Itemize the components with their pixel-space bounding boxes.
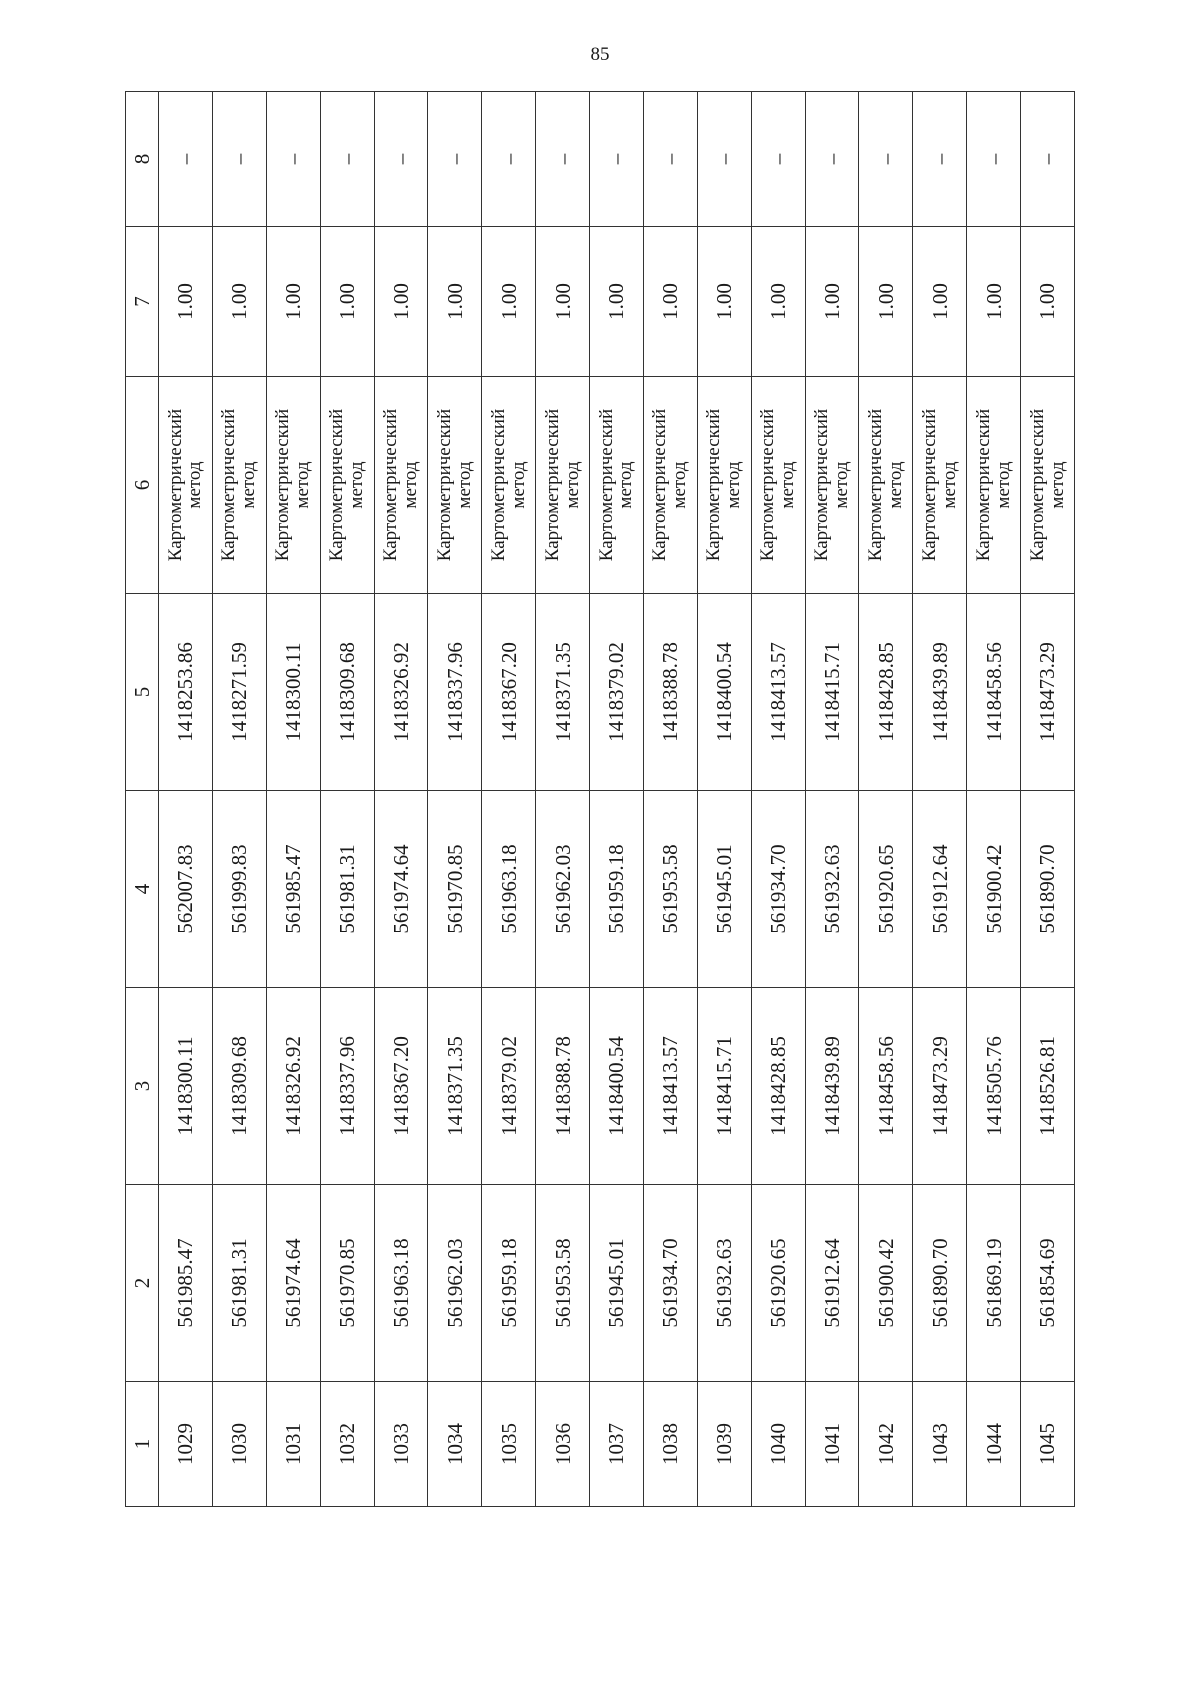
method-line-2: метод: [238, 461, 260, 509]
method-line-2: метод: [723, 461, 745, 509]
page-number: 85: [590, 44, 610, 65]
table-cell-col-6: [967, 377, 1021, 594]
method-line-2: метод: [777, 461, 799, 509]
column-header-5: 5: [126, 594, 159, 791]
table-cell-col-1: 1037: [590, 1382, 644, 1507]
method-line-1: Картометрический: [864, 408, 886, 562]
table-cell-col-7: 1.00: [805, 227, 859, 377]
table-cell-col-5: 1418439.89: [913, 594, 967, 791]
method-line-1: Картометрический: [326, 408, 348, 562]
table-cell-col-3: 1418439.89: [805, 988, 859, 1185]
table-cell-col-5: 1418253.86: [159, 594, 213, 791]
table-cell-col-8: –: [859, 92, 913, 227]
table-cell-col-2: 561970.85: [320, 1185, 374, 1382]
table-cell-col-8: –: [1021, 92, 1075, 227]
table-row: [266, 92, 320, 1507]
table-cell-col-8: –: [643, 92, 697, 227]
method-line-1: Картометрический: [433, 408, 455, 562]
table-cell-col-7: 1.00: [913, 227, 967, 377]
method-line-1: Картометрический: [757, 408, 779, 562]
table-cell-col-3: 1418379.02: [482, 988, 536, 1185]
table-cell-col-7: 1.00: [320, 227, 374, 377]
table-cell-col-8: –: [590, 92, 644, 227]
table-cell-col-5: 1418458.56: [967, 594, 1021, 791]
method-line-1: Картометрический: [218, 408, 240, 562]
method-line-2: метод: [507, 461, 529, 509]
table-cell-col-5: 1418337.96: [428, 594, 482, 791]
table-cell-col-2: 561912.64: [805, 1185, 859, 1382]
table-cell-col-3: 1418505.76: [967, 988, 1021, 1185]
table-cell-col-1: 1044: [967, 1382, 1021, 1507]
table-cell-col-3: 1418415.71: [697, 988, 751, 1185]
table-cell-col-2: 561900.42: [859, 1185, 913, 1382]
table-cell-col-1: 1032: [320, 1382, 374, 1507]
column-header-2: 2: [126, 1185, 159, 1382]
table-cell-col-2: 561963.18: [374, 1185, 428, 1382]
table-cell-col-5: 1418309.68: [320, 594, 374, 791]
table-row: [751, 92, 805, 1507]
table-cell-col-5: 1418413.57: [751, 594, 805, 791]
table-cell-col-8: –: [428, 92, 482, 227]
table-cell-col-1: 1043: [913, 1382, 967, 1507]
table-cell-col-6: [159, 377, 213, 594]
table-cell-col-4: 561985.47: [266, 791, 320, 988]
table-cell-col-2: 561920.65: [751, 1185, 805, 1382]
column-header-1: 1: [126, 1382, 159, 1507]
table-cell-col-2: 561962.03: [428, 1185, 482, 1382]
table-row: [374, 92, 428, 1507]
table-cell-col-4: 561932.63: [805, 791, 859, 988]
table-cell-col-6: [859, 377, 913, 594]
table-cell-col-6: [482, 377, 536, 594]
table-row: [805, 92, 859, 1507]
method-line-1: Картометрический: [703, 408, 725, 562]
table-cell-col-2: 561953.58: [536, 1185, 590, 1382]
table-cell-col-7: 1.00: [1021, 227, 1075, 377]
table-cell-col-8: –: [697, 92, 751, 227]
table-cell-col-3: 1418413.57: [643, 988, 697, 1185]
table-cell-col-4: 561920.65: [859, 791, 913, 988]
table-cell-col-6: [428, 377, 482, 594]
method-line-1: Картометрический: [649, 408, 671, 562]
table-cell-col-3: 1418337.96: [320, 988, 374, 1185]
method-line-2: метод: [830, 461, 852, 509]
table-cell-col-5: 1418367.20: [482, 594, 536, 791]
method-line-2: метод: [938, 461, 960, 509]
method-line-2: метод: [669, 461, 691, 509]
method-line-2: метод: [615, 461, 637, 509]
table-row: [212, 92, 266, 1507]
table-row: [913, 92, 967, 1507]
method-line-1: Картометрический: [595, 408, 617, 562]
rotated-table-container: [125, 92, 1075, 1507]
method-line-1: Картометрический: [972, 408, 994, 562]
column-header-8: 8: [126, 92, 159, 227]
table-cell-col-7: 1.00: [428, 227, 482, 377]
table-cell-col-2: 561985.47: [159, 1185, 213, 1382]
table-cell-col-4: 561974.64: [374, 791, 428, 988]
table-row: [1021, 92, 1075, 1507]
table-row: [697, 92, 751, 1507]
table-cell-col-1: 1029: [159, 1382, 213, 1507]
table-cell-col-6: [1021, 377, 1075, 594]
table-cell-col-4: 561890.70: [1021, 791, 1075, 988]
table-row: [482, 92, 536, 1507]
table-cell-col-1: 1041: [805, 1382, 859, 1507]
table-cell-col-3: 1418428.85: [751, 988, 805, 1185]
table-cell-col-8: –: [212, 92, 266, 227]
method-line-2: метод: [453, 461, 475, 509]
method-line-2: метод: [346, 461, 368, 509]
table-cell-col-3: 1418309.68: [212, 988, 266, 1185]
table-cell-col-5: 1418371.35: [536, 594, 590, 791]
table-cell-col-4: 561963.18: [482, 791, 536, 988]
table-cell-col-4: 561981.31: [320, 791, 374, 988]
table-cell-col-7: 1.00: [159, 227, 213, 377]
table-cell-col-7: 1.00: [643, 227, 697, 377]
table-cell-col-5: 1418388.78: [643, 594, 697, 791]
method-line-2: метод: [884, 461, 906, 509]
table-cell-col-1: 1034: [428, 1382, 482, 1507]
table-cell-col-5: 1418428.85: [859, 594, 913, 791]
table-cell-col-8: –: [913, 92, 967, 227]
table-cell-col-3: 1418526.81: [1021, 988, 1075, 1185]
table-cell-col-5: 1418271.59: [212, 594, 266, 791]
table-cell-col-1: 1031: [266, 1382, 320, 1507]
table-cell-col-6: [697, 377, 751, 594]
table-row: [159, 92, 213, 1507]
table-cell-col-6: [590, 377, 644, 594]
table-cell-col-2: 561981.31: [212, 1185, 266, 1382]
table-cell-col-6: [536, 377, 590, 594]
table-cell-col-4: 561970.85: [428, 791, 482, 988]
table-cell-col-7: 1.00: [859, 227, 913, 377]
method-line-1: Картометрический: [811, 408, 832, 562]
table-row: [428, 92, 482, 1507]
table-cell-col-1: 1045: [1021, 1382, 1075, 1507]
table-cell-col-2: 561934.70: [643, 1185, 697, 1382]
column-header-3: 3: [126, 988, 159, 1185]
table-cell-col-3: 1418326.92: [266, 988, 320, 1185]
table-cell-col-4: 561999.83: [212, 791, 266, 988]
table-cell-col-2: 561974.64: [266, 1185, 320, 1382]
table-cell-col-4: 561953.58: [643, 791, 697, 988]
column-header-7: 7: [126, 227, 159, 377]
table-cell-col-6: [913, 377, 967, 594]
table-cell-col-1: 1035: [482, 1382, 536, 1507]
method-line-2: метод: [292, 461, 314, 509]
table-cell-col-3: 1418371.35: [428, 988, 482, 1185]
table-cell-col-6: [374, 377, 428, 594]
table-cell-col-5: 1418300.11: [266, 594, 320, 791]
table-cell-col-6: [320, 377, 374, 594]
method-line-2: метод: [1046, 461, 1068, 509]
method-line-2: метод: [399, 461, 421, 509]
table-cell-col-8: –: [266, 92, 320, 227]
method-line-1: Картометрический: [541, 408, 563, 562]
table-cell-col-2: 561890.70: [913, 1185, 967, 1382]
table-cell-col-2: 561854.69: [1021, 1185, 1075, 1382]
table-cell-col-5: 1418473.29: [1021, 594, 1075, 791]
table-cell-col-1: 1038: [643, 1382, 697, 1507]
table-cell-col-3: 1418367.20: [374, 988, 428, 1185]
method-line-1: Картометрический: [272, 408, 294, 562]
table-cell-col-3: 1418300.11: [159, 988, 213, 1185]
table-row: [967, 92, 1021, 1507]
table-cell-col-7: 1.00: [482, 227, 536, 377]
table-cell-col-6: [805, 377, 859, 594]
table-cell-col-7: 1.00: [697, 227, 751, 377]
table-cell-col-2: 561869.19: [967, 1185, 1021, 1382]
table-cell-col-8: –: [159, 92, 213, 227]
table-cell-col-7: 1.00: [967, 227, 1021, 377]
table-cell-col-2: 561959.18: [482, 1185, 536, 1382]
method-line-1: Картометрический: [918, 408, 940, 562]
table-row: [643, 92, 697, 1507]
method-line-2: метод: [184, 461, 206, 509]
table-cell-col-8: –: [805, 92, 859, 227]
table-cell-col-8: –: [751, 92, 805, 227]
table-row: [590, 92, 644, 1507]
table-cell-col-8: –: [320, 92, 374, 227]
method-line-1: Картометрический: [1026, 408, 1048, 562]
table-cell-col-8: –: [482, 92, 536, 227]
table-cell-col-6: [643, 377, 697, 594]
table-cell-col-4: 561959.18: [590, 791, 644, 988]
table-cell-col-1: 1040: [751, 1382, 805, 1507]
table-cell-col-7: 1.00: [751, 227, 805, 377]
table-header: [126, 92, 159, 1507]
table-cell-col-3: 1418458.56: [859, 988, 913, 1185]
method-line-1: Картометрический: [164, 408, 186, 562]
table-cell-col-2: 561932.63: [697, 1185, 751, 1382]
table-cell-col-1: 1042: [859, 1382, 913, 1507]
table-cell-col-3: 1418388.78: [536, 988, 590, 1185]
table-cell-col-7: 1.00: [266, 227, 320, 377]
table-cell-col-4: 561934.70: [751, 791, 805, 988]
table-cell-col-2: 561945.01: [590, 1185, 644, 1382]
table-cell-col-7: 1.00: [374, 227, 428, 377]
table-row: [859, 92, 913, 1507]
table-cell-col-1: 1033: [374, 1382, 428, 1507]
table-cell-col-8: –: [374, 92, 428, 227]
table-cell-col-4: 561900.42: [967, 791, 1021, 988]
table-cell-col-5: 1418400.54: [697, 594, 751, 791]
table-cell-col-1: 1030: [212, 1382, 266, 1507]
table-cell-col-7: 1.00: [590, 227, 644, 377]
table-cell-col-4: 561912.64: [913, 791, 967, 988]
method-line-1: Картометрический: [380, 408, 401, 562]
table-cell-col-1: 1039: [697, 1382, 751, 1507]
table-cell-col-1: 1036: [536, 1382, 590, 1507]
table-cell-col-3: 1418473.29: [913, 988, 967, 1185]
method-line-2: метод: [992, 461, 1014, 509]
table-cell-col-8: –: [967, 92, 1021, 227]
table-cell-col-5: 1418379.02: [590, 594, 644, 791]
table-cell-col-6: [751, 377, 805, 594]
column-header-4: 4: [126, 791, 159, 988]
header-row: [126, 92, 159, 1507]
table-cell-col-6: [212, 377, 266, 594]
table-cell-col-4: 562007.83: [159, 791, 213, 988]
method-line-1: Картометрический: [487, 408, 509, 562]
table-cell-col-4: 561945.01: [697, 791, 751, 988]
table-cell-col-8: –: [536, 92, 590, 227]
table-row: [320, 92, 374, 1507]
table-body: [159, 92, 1075, 1507]
table-cell-col-5: 1418415.71: [805, 594, 859, 791]
table-cell-col-3: 1418400.54: [590, 988, 644, 1185]
table-row: [536, 92, 590, 1507]
table-cell-col-4: 561962.03: [536, 791, 590, 988]
coordinates-table: [125, 91, 1075, 1507]
method-line-2: метод: [561, 461, 583, 509]
table-cell-col-5: 1418326.92: [374, 594, 428, 791]
table-cell-col-6: [266, 377, 320, 594]
column-header-6: 6: [126, 377, 159, 594]
table-cell-col-7: 1.00: [536, 227, 590, 377]
table-cell-col-7: 1.00: [212, 227, 266, 377]
